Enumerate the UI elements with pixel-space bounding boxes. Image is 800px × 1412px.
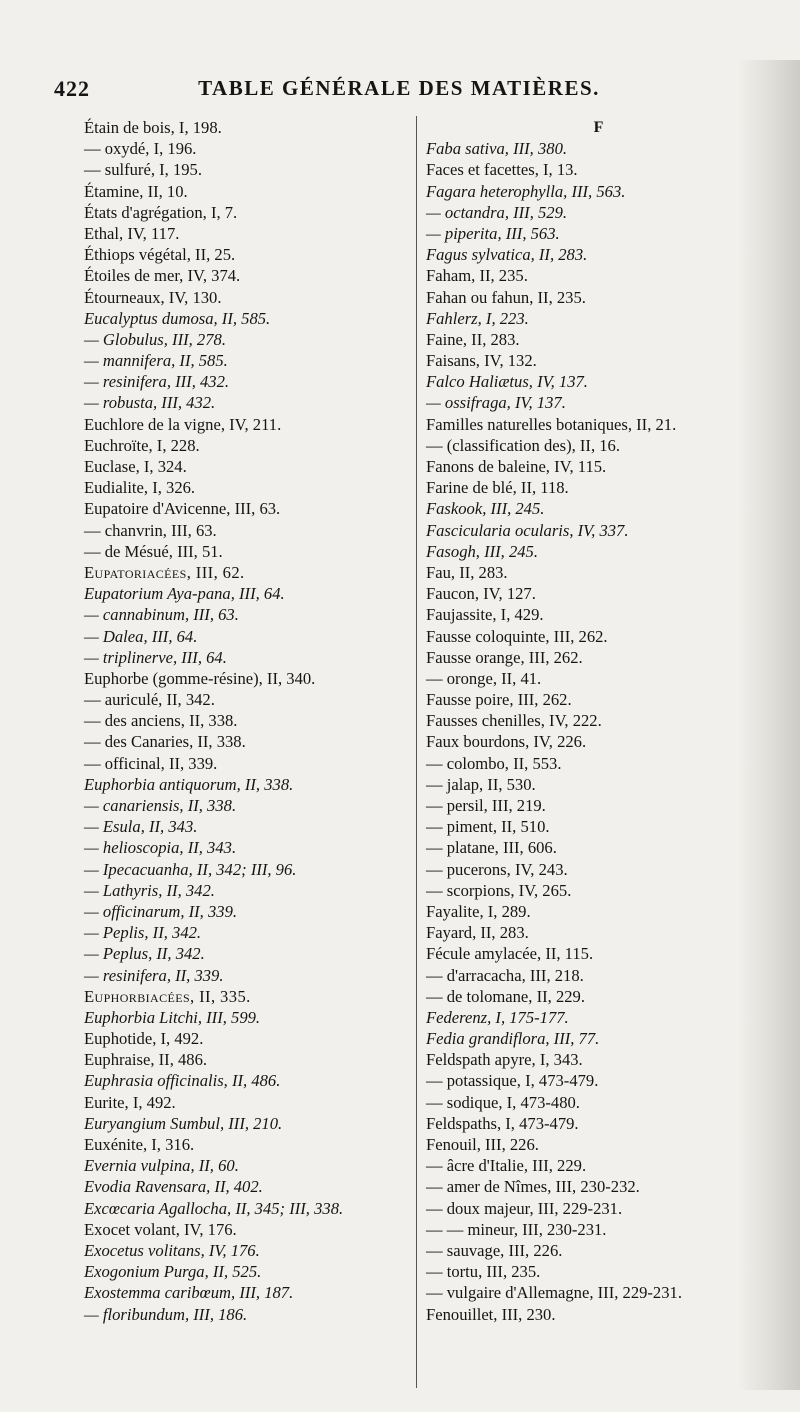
index-entry: — ossifraga, IV, 137. (426, 393, 566, 413)
index-entry: — chanvrin, III, 63. (84, 520, 217, 540)
index-entry: Faucon, IV, 127. (426, 584, 536, 604)
running-title: TABLE GÉNÉRALE DES MATIÈRES. (198, 76, 600, 100)
index-entry: — helioscopia, II, 343. (84, 838, 237, 858)
index-entry: Fausses chenilles, IV, 222. (426, 711, 602, 731)
index-entry: Fasogh, III, 245. (426, 541, 538, 561)
index-entry: — auriculé, II, 342. (84, 690, 215, 710)
index-entry: Fedia grandiflora, III, 77. (426, 1029, 600, 1049)
column-divider (416, 116, 417, 1388)
index-entry: Étain de bois, I, 198. (84, 118, 222, 137)
index-entry: Falco Haliætus, IV, 137. (426, 372, 588, 392)
index-entry: Eupatorium Aya-pana, III, 64. (84, 584, 285, 604)
index-entry: — oronge, II, 41. (426, 668, 542, 688)
index-entry: Federenz, I, 175-177. (426, 1007, 569, 1027)
index-entry: Familles naturelles botaniques, II, 21. (426, 414, 677, 434)
section-letter: F (593, 119, 604, 136)
index-entry: — amer de Nîmes, III, 230-232. (426, 1177, 640, 1197)
index-entry: Fahan ou fahun, II, 235. (426, 287, 586, 307)
index-column-left (84, 117, 414, 1325)
index-column-right (426, 117, 771, 1325)
index-entry: Eudialite, I, 326. (84, 478, 196, 498)
page-header (54, 76, 744, 106)
index-entry: Faces et facettes, I, 13. (426, 160, 578, 180)
index-entry: — de Mésué, III, 51. (84, 541, 223, 561)
index-entry: — Peplus, II, 342. (84, 944, 205, 964)
index-entry: Fanons de baleine, IV, 115. (426, 457, 607, 476)
index-entry: Fayard, II, 283. (426, 923, 529, 943)
index-entry: Fausse orange, III, 262. (426, 647, 583, 667)
index-entry: Eucalyptus dumosa, II, 585. (84, 308, 271, 328)
index-entry: Ethal, IV, 117. (84, 223, 180, 243)
index-entry: Fausse poire, III, 262. (426, 690, 572, 710)
index-entry: Fahlerz, I, 223. (426, 308, 529, 328)
index-entry: — scorpions, IV, 265. (426, 880, 572, 900)
index-entry: Euphorbia Litchi, III, 599. (84, 1007, 261, 1027)
index-entry: Fenouil, III, 226. (426, 1135, 539, 1154)
index-entry: Feldspaths, I, 473-479. (426, 1113, 579, 1133)
index-entry: — âcre d'Italie, III, 229. (426, 1156, 587, 1176)
index-entry: Evernia vulpina, II, 60. (84, 1156, 239, 1176)
index-entry: — de tolomane, II, 229. (426, 986, 585, 1006)
index-entry: Fécule amylacée, II, 115. (426, 944, 594, 964)
index-entry: — d'arracacha, III, 218. (426, 965, 584, 985)
index-entry: Euxénite, I, 316. (84, 1135, 195, 1154)
index-entry: Eupatoire d'Avicenne, III, 63. (84, 499, 281, 519)
index-entry: Fenouillet, III, 230. (426, 1304, 556, 1324)
index-entry: Étamine, II, 10. (84, 181, 188, 201)
index-entry: Euryangium Sumbul, III, 210. (84, 1113, 283, 1133)
index-entry: Euphraise, II, 486. (84, 1050, 208, 1070)
index-entry: Faujassite, I, 429. (426, 605, 544, 625)
index-entry: Euphorbiacées, II, 335. (84, 986, 251, 1006)
index-entry: — des Canaries, II, 338. (84, 732, 246, 752)
page-number: 422 (54, 76, 90, 101)
index-entry: Eurite, I, 492. (84, 1092, 176, 1112)
index-entry: — resinifera, II, 339. (84, 965, 224, 985)
index-entry: — Lathyris, II, 342. (84, 880, 215, 900)
index-entry: — platane, III, 606. (426, 838, 557, 858)
index-entry: Faux bourdons, IV, 226. (426, 732, 587, 752)
index-entry: Faham, II, 235. (426, 266, 528, 286)
index-entry: Étoiles de mer, IV, 374. (84, 266, 241, 286)
index-entry: Fagus sylvatica, II, 283. (426, 245, 588, 265)
index-entry: — sulfuré, I, 195. (84, 160, 202, 180)
index-entry: Euphorbia antiquorum, II, 338. (84, 774, 294, 794)
index-entry: — officinarum, II, 339. (84, 901, 238, 921)
index-entry: — robusta, III, 432. (84, 393, 216, 413)
index-entry: — resinifera, III, 432. (84, 372, 230, 392)
index-entry: — persil, III, 219. (426, 796, 546, 815)
index-entry: — piperita, III, 563. (426, 223, 560, 243)
index-entry: — (classification des), II, 16. (426, 435, 620, 455)
index-entry: — pucerons, IV, 243. (426, 859, 568, 879)
index-entry: — des anciens, II, 338. (84, 711, 238, 731)
index-entry: Exocet volant, IV, 176. (84, 1219, 237, 1239)
index-entry: Fau, II, 283. (426, 562, 508, 582)
index-entry: Étourneaux, IV, 130. (84, 287, 222, 307)
index-entry: Evodia Ravensara, II, 402. (84, 1177, 263, 1197)
index-entry: — colombo, II, 553. (426, 753, 562, 773)
index-entry: — doux majeur, III, 229-231. (426, 1198, 623, 1218)
index-entry: États d'agrégation, I, 7. (84, 202, 238, 222)
index-entry: — officinal, II, 339. (84, 753, 218, 773)
index-entry: Euclase, I, 324. (84, 457, 187, 476)
index-entry: — Peplis, II, 342. (84, 923, 202, 943)
index-entry: — triplinerve, III, 64. (84, 647, 227, 667)
index-entry: — cannabinum, III, 63. (84, 605, 239, 625)
index-entry: Feldspath apyre, I, 343. (426, 1050, 583, 1070)
index-entry: — oxydé, I, 196. (84, 139, 197, 159)
index-entry: Faskook, III, 245. (426, 499, 545, 519)
index-entry: — sodique, I, 473-480. (426, 1092, 580, 1112)
index-entry: Exogonium Purga, II, 525. (84, 1262, 262, 1282)
index-entry: — Globulus, III, 278. (84, 329, 226, 349)
index-entry: Euchlore de la vigne, IV, 211. (84, 414, 282, 434)
index-entry: Exocetus volitans, IV, 176. (84, 1240, 260, 1260)
index-entry: Fayalite, I, 289. (426, 901, 531, 921)
index-entry: — piment, II, 510. (426, 817, 550, 837)
index-entry: Exostemma caribœum, III, 187. (84, 1283, 294, 1303)
index-entry: — vulgaire d'Allemagne, III, 229-231. (426, 1283, 682, 1303)
index-entry: — floribundum, III, 186. (84, 1304, 248, 1324)
index-entry: — octandra, III, 529. (426, 202, 568, 222)
index-entry: — Dalea, III, 64. (84, 626, 198, 646)
index-entry: Euphotide, I, 492. (84, 1029, 204, 1049)
index-entry: Fausse coloquinte, III, 262. (426, 626, 608, 646)
index-entry: — jalap, II, 530. (426, 774, 536, 794)
index-entry: Fascicularia ocularis, IV, 337. (426, 520, 629, 540)
index-entry: Faine, II, 283. (426, 329, 520, 349)
index-entry: Faba sativa, III, 380. (426, 139, 568, 159)
index-entry: Farine de blé, II, 118. (426, 478, 569, 498)
index-entry: — sauvage, III, 226. (426, 1240, 563, 1260)
index-entry: Excœcaria Agallocha, II, 345; III, 338. (84, 1198, 344, 1218)
index-entry: Euchroïte, I, 228. (84, 435, 200, 455)
index-entry: — — mineur, III, 230-231. (426, 1219, 607, 1239)
index-entry: Euphorbe (gomme-résine), II, 340. (84, 668, 316, 688)
index-entry: — tortu, III, 235. (426, 1262, 541, 1282)
index-entry: — mannifera, II, 585. (84, 351, 228, 371)
index-entry: — canariensis, II, 338. (84, 796, 237, 815)
index-entry: Eupatoriacées, III, 62. (84, 562, 245, 582)
index-entry: Faisans, IV, 132. (426, 351, 537, 371)
index-entry: — Esula, II, 343. (84, 817, 198, 837)
index-entry: Éthiops végétal, II, 25. (84, 245, 236, 265)
index-entry: Euphrasia officinalis, II, 486. (84, 1071, 281, 1091)
index-entry: — Ipecacuanha, II, 342; III, 96. (84, 859, 297, 879)
index-entry: Fagara heterophylla, III, 563. (426, 181, 626, 201)
index-entry: — potassique, I, 473-479. (426, 1071, 599, 1091)
